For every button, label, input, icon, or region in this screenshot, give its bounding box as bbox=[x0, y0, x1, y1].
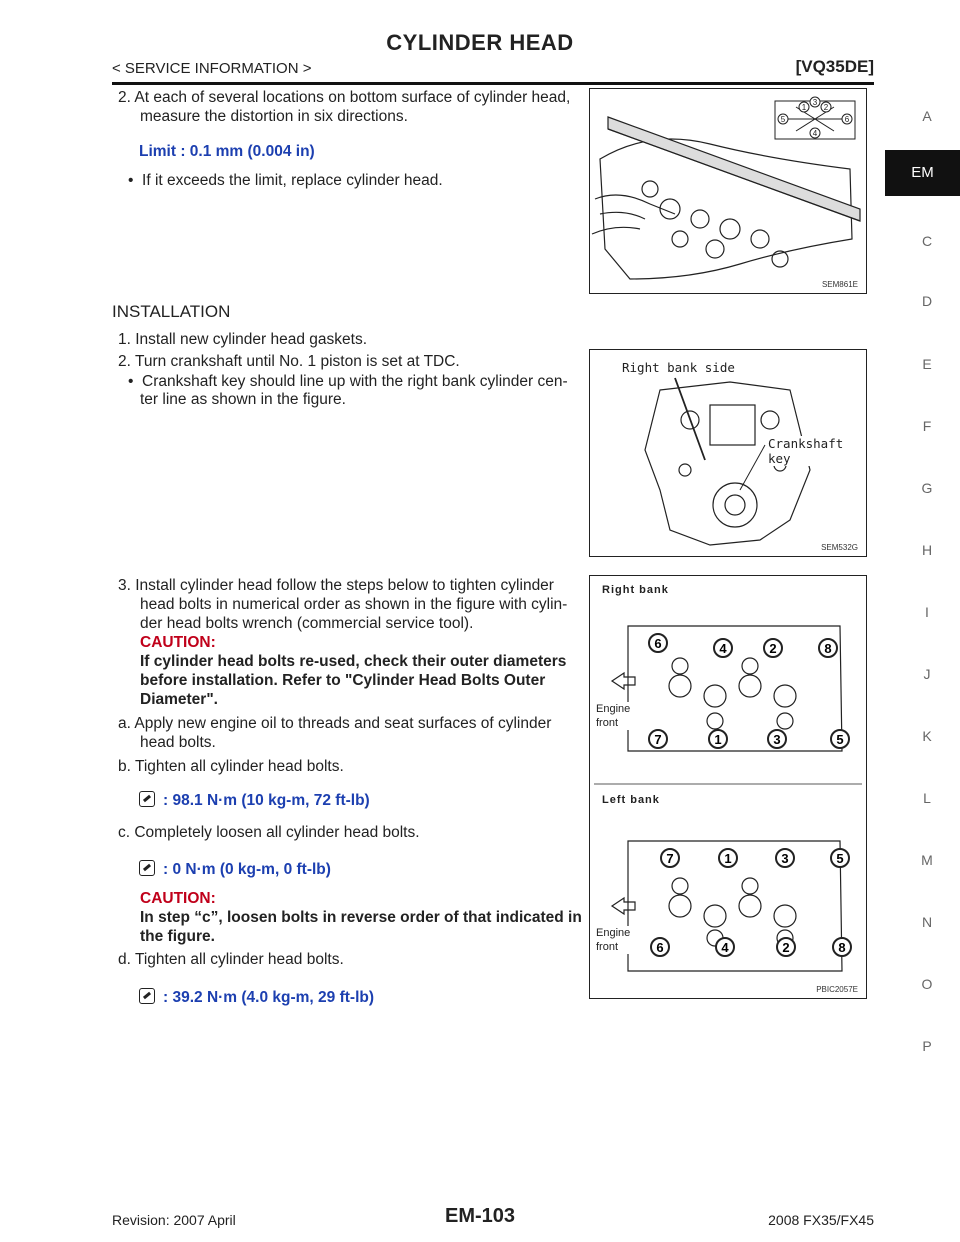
tab-c[interactable]: C bbox=[921, 233, 933, 249]
install-step-2-bullet: • Crankshaft key should line up with the right bank cylinder cen- bbox=[128, 373, 568, 390]
tab-g[interactable]: G bbox=[921, 480, 933, 496]
limit-spec: Limit : 0.1 mm (0.004 in) bbox=[139, 143, 315, 160]
tab-l[interactable]: L bbox=[923, 790, 931, 806]
measure-step-cont: measure the distortion in six directions. bbox=[140, 108, 408, 125]
torque-d bbox=[139, 988, 374, 1007]
tab-p[interactable]: P bbox=[922, 1038, 932, 1054]
figure-bolt-sequence bbox=[589, 575, 867, 999]
fig1-num-1: 1 bbox=[801, 103, 807, 112]
tab-a[interactable]: A bbox=[922, 108, 932, 124]
left-bolt-8: 8 bbox=[838, 940, 846, 955]
torque-c bbox=[139, 860, 331, 879]
fig3-front-label: front bbox=[596, 717, 619, 729]
caution-2-line2: the figure. bbox=[140, 928, 215, 945]
left-bolt-3: 3 bbox=[781, 851, 789, 866]
left-bolt-5: 5 bbox=[836, 851, 844, 866]
figure-id: SEM532G bbox=[821, 543, 858, 552]
limit-bullet-text: If it exceeds the limit, replace cylinder head. bbox=[142, 172, 443, 189]
fig3-front-label: front bbox=[596, 941, 619, 953]
install-step-3-line2: head bolts in numerical order as shown in the figure with cylin- bbox=[140, 596, 568, 613]
distortion-illustration bbox=[590, 89, 866, 293]
fig1-num-5: 5 bbox=[780, 115, 786, 124]
torque-wrench-icon bbox=[139, 860, 155, 876]
tab-h[interactable]: H bbox=[921, 542, 933, 558]
step-d: d. Tighten all cylinder head bolts. bbox=[118, 951, 344, 968]
step-a-cont: head bolts. bbox=[140, 734, 216, 751]
caution-1-line1: If cylinder head bolts re-used, check their outer diameters bbox=[140, 653, 567, 670]
right-bolt-2: 2 bbox=[769, 641, 777, 656]
tab-i[interactable]: I bbox=[925, 604, 929, 620]
step-a: a. Apply new engine oil to threads and seat surfaces of cylinder bbox=[118, 715, 552, 732]
left-bolt-7: 7 bbox=[666, 851, 674, 866]
tab-e[interactable]: E bbox=[922, 356, 932, 372]
install-step-3-line3: der head bolts wrench (commercial service tool). bbox=[140, 615, 474, 632]
right-bolt-7: 7 bbox=[654, 732, 662, 747]
tab-d[interactable]: D bbox=[921, 293, 933, 309]
figure-distortion bbox=[589, 88, 867, 294]
left-bolt-2: 2 bbox=[782, 940, 790, 955]
tab-em[interactable]: EM bbox=[885, 150, 960, 196]
step-b: b. Tighten all cylinder head bolts. bbox=[118, 758, 344, 775]
page-title: CYLINDER HEAD bbox=[386, 30, 574, 55]
caution-2-line1: In step “c”, loosen bolts in reverse order of that indicated in bbox=[140, 909, 582, 926]
fig3-right-bank: Right bank bbox=[602, 584, 669, 596]
measure-step: 2. At each of several locations on bottom surface of cylinder head, bbox=[118, 89, 571, 106]
figure-id: PBIC2057E bbox=[816, 985, 858, 994]
header-divider bbox=[112, 82, 874, 85]
tab-o[interactable]: O bbox=[921, 976, 933, 992]
fig3-engine-label: Engine bbox=[596, 927, 631, 939]
torque-b-value: : 98.1 N·m (10 kg-m, 72 ft-lb) bbox=[163, 792, 370, 809]
install-step-3: 3. Install cylinder head follow the steps below to tighten cylinder bbox=[118, 577, 554, 594]
right-bolt-8: 8 bbox=[824, 641, 832, 656]
caution-1-line2: before installation. Refer to "Cylinder Head Bolts Outer bbox=[140, 672, 546, 689]
right-bolt-3: 3 bbox=[773, 732, 781, 747]
tab-k[interactable]: K bbox=[922, 728, 932, 744]
right-bolt-6: 6 bbox=[654, 636, 662, 651]
fig3-engine-front-right bbox=[596, 702, 630, 730]
revision-label: Revision: 2007 April bbox=[112, 1212, 236, 1228]
fig3-left-bank: Left bank bbox=[602, 794, 660, 806]
breadcrumb[interactable]: < SERVICE INFORMATION > bbox=[112, 60, 312, 77]
fig3-engine-label: Engine bbox=[596, 703, 631, 715]
torque-c-value: : 0 N·m (0 kg-m, 0 ft-lb) bbox=[163, 861, 331, 878]
fig1-num-3: 3 bbox=[812, 98, 818, 107]
fig3-engine-front-left bbox=[596, 926, 630, 954]
caution-label-2: CAUTION: bbox=[140, 890, 216, 907]
tab-n[interactable]: N bbox=[921, 914, 933, 930]
tab-j[interactable]: J bbox=[923, 666, 931, 682]
install-step-2-bullet-text: Crankshaft key should line up with the right bank cylinder cen- bbox=[142, 373, 568, 390]
limit-bullet: • If it exceeds the limit, replace cylinder head. bbox=[128, 172, 443, 189]
fig2-right-bank-side: Right bank side bbox=[622, 360, 735, 375]
torque-b bbox=[139, 791, 370, 810]
left-bolt-1: 1 bbox=[724, 851, 732, 866]
torque-wrench-icon bbox=[139, 791, 155, 807]
page-number: EM-103 bbox=[444, 1205, 516, 1227]
fig2-crankshaft-key: Crankshaft key bbox=[768, 436, 866, 466]
right-bolt-5: 5 bbox=[836, 732, 844, 747]
footer-model: 2008 FX35/FX45 bbox=[768, 1212, 874, 1228]
fig1-num-2: 2 bbox=[823, 103, 829, 112]
install-step-1: 1. Install new cylinder head gaskets. bbox=[118, 331, 367, 348]
step-c: c. Completely loosen all cylinder head bolts. bbox=[118, 824, 420, 841]
installation-heading: INSTALLATION bbox=[112, 302, 231, 321]
torque-wrench-icon bbox=[139, 988, 155, 1004]
fig1-num-4: 4 bbox=[812, 129, 818, 138]
bolt-sequence-illustration bbox=[590, 576, 866, 998]
model-label: [VQ35DE] bbox=[795, 57, 874, 76]
figure-id: SEM861E bbox=[821, 280, 858, 289]
left-bolt-6: 6 bbox=[656, 940, 664, 955]
right-bolt-1: 1 bbox=[714, 732, 722, 747]
left-bolt-4: 4 bbox=[721, 940, 729, 955]
fig1-num-6: 6 bbox=[844, 115, 850, 124]
install-step-2: 2. Turn crankshaft until No. 1 piston is set at TDC. bbox=[118, 353, 460, 370]
caution-label-1: CAUTION: bbox=[140, 634, 216, 651]
figure-crankshaft-key bbox=[589, 349, 867, 557]
torque-d-value: : 39.2 N·m (4.0 kg-m, 29 ft-lb) bbox=[163, 989, 375, 1006]
caution-1-line3: Diameter". bbox=[140, 691, 218, 708]
tab-m[interactable]: M bbox=[921, 852, 933, 868]
install-step-2-bullet-cont: ter line as shown in the figure. bbox=[140, 391, 346, 408]
tab-f[interactable]: F bbox=[922, 418, 932, 434]
right-bolt-4: 4 bbox=[719, 641, 727, 656]
